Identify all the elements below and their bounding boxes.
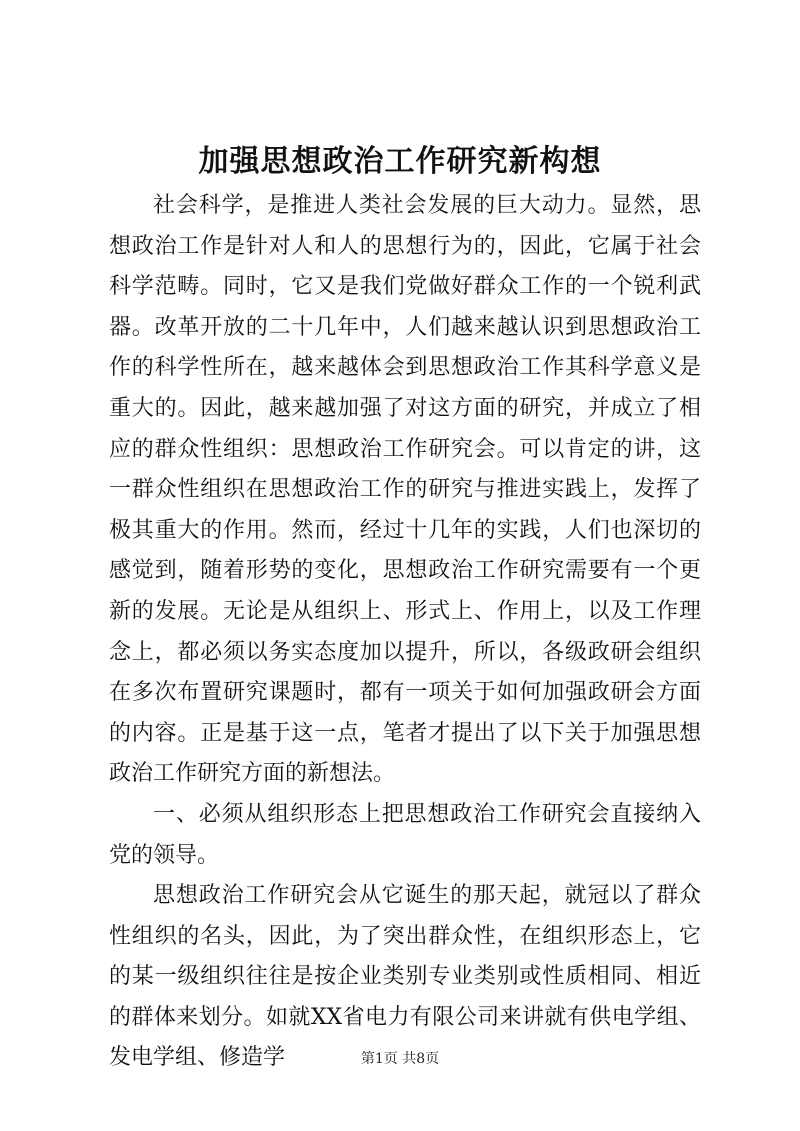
document-title: 加强思想政治工作研究新构想: [198, 144, 602, 179]
document-body: [109, 186, 701, 1079]
paragraph-section-heading-1: 一、必须从组织形态上把思想政治工作研究会直接纳入党的领导。: [109, 801, 701, 868]
paragraph-intro: 社会科学，是推进人类社会发展的巨大动力。显然，思想政治工作是针对人和人的思想行为的，因此，它属于社会科学范畴。同时，它又是我们党做好群众工作的一个锐利武器。改革开放的二十几年中，人们越来越认识到思想政治工作的科学性所在，越来越体会到思想政治工作其科学意义是重大的。因此，越来越加强了对这方面的研究，并成立了相应的群众性组织：思想政治工作研究会。可以肯定的讲，这一群众性组织在思想政治工作的研究与推进实践上，发挥了极其重大的作用。然而，经过十几年的实践，人们也深切的感觉到，随着形势的变化，思想政治工作研究需要有一个更新的发展。无论是从组织上、形式上、作用上，以及工作理念上，都必须以务实态度加以提升，所以，各级政研会组织在多次布置研究课题时，都有一项关于如何加强政研会方面的内容。正是基于这一点，笔者才提出了以下关于加强思想政治工作研究方面的新想法。: [109, 193, 701, 787]
page-footer: 第1页 共8页: [360, 1051, 440, 1067]
paragraph-section-body-1: 思想政治工作研究会从它诞生的那天起，就冠以了群众性组织的名头，因此，为了突出群众性，在组织形态上，它的某一级组织往往是按企业类别专业类别或性质相同、相近的群体来划分。如就XX省电力有限公司来讲就有供电学组、发电学组、修造学: [109, 883, 701, 1071]
